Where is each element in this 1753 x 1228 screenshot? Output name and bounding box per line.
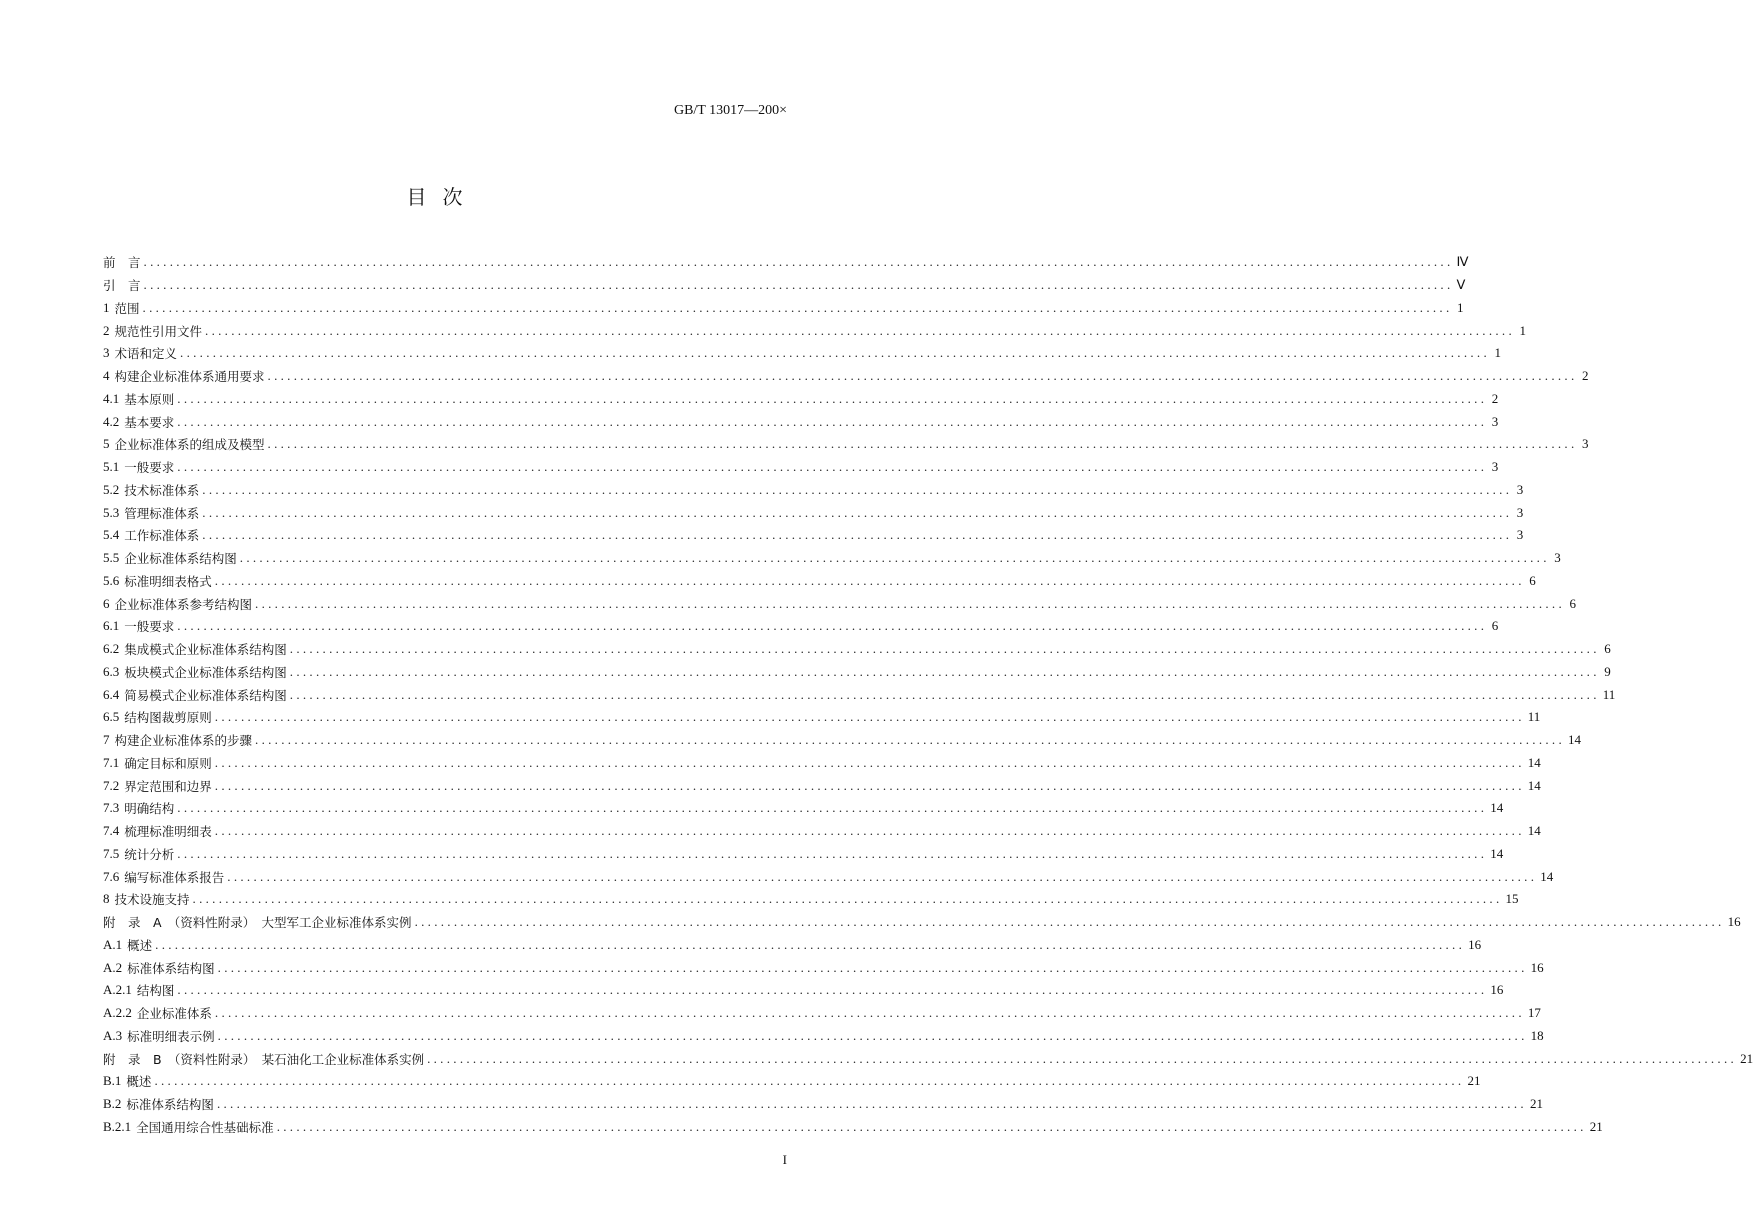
toc-entry-title: 管理标准体系 [124, 505, 200, 521]
toc-entry[interactable] [103, 638, 1611, 661]
toc-entry[interactable] [103, 251, 1469, 274]
toc-entry-title: 确定目标和原则 [124, 755, 212, 771]
toc-entry-title: 统计分析 [124, 846, 175, 862]
toc-leader-dots: ........................................................................................................................................................................................................ [276, 1118, 1587, 1134]
toc-entry-title: 企业标准体系的组成及模型 [114, 437, 265, 453]
toc-entry-title: 术语和定义 [114, 346, 178, 362]
toc-entry-number: 8 [103, 891, 110, 907]
toc-entry[interactable] [103, 274, 1466, 297]
toc-leader-dots: ........................................................................................................................................................................................................ [143, 254, 1454, 270]
toc-entry[interactable] [103, 388, 1499, 411]
toc-entry-number: 7.6 [103, 868, 120, 884]
toc-entry-number: A.2.1 [103, 982, 132, 998]
toc-entry[interactable] [103, 570, 1536, 593]
toc-entry[interactable] [103, 456, 1499, 479]
toc-leader-dots: ........................................................................................................................................................................................................ [255, 595, 1566, 611]
toc-leader-dots: ........................................................................................................................................................................................................ [180, 345, 1491, 361]
toc-leader-dots: ........................................................................................................................................................................................................ [177, 800, 1488, 816]
toc-entry-number: B.2.1 [103, 1118, 132, 1134]
toc-entry-number: 6.4 [103, 686, 120, 702]
toc-leader-dots: ........................................................................................................................................................................................................ [205, 322, 1516, 338]
toc-leader-dots: ........................................................................................................................................................................................................ [202, 481, 1513, 497]
toc-leader-dots: ........................................................................................................................................................................................................ [202, 504, 1513, 520]
toc-leader-dots: ........................................................................................................................................................................................................ [155, 936, 1466, 952]
toc-entry-page: 1 [1457, 299, 1464, 315]
toc-entry[interactable] [103, 1002, 1541, 1025]
toc-entry[interactable] [103, 865, 1554, 888]
toc-entry-number: 4.2 [103, 413, 120, 429]
toc-entry-title: 企业标准体系 [136, 1006, 212, 1022]
toc-entry[interactable] [103, 706, 1541, 729]
toc-entry-number: 5.1 [103, 459, 120, 475]
toc-entry[interactable] [103, 410, 1499, 433]
toc-entry-number: 5.5 [103, 550, 120, 566]
toc-entry[interactable] [103, 1070, 1481, 1093]
toc-entry[interactable] [103, 1025, 1544, 1048]
toc-entry-page: 6 [1604, 641, 1611, 657]
toc-entry[interactable] [103, 820, 1541, 843]
toc-entry-title: 明确结构 [124, 801, 175, 817]
toc-entry-page: 16 [1530, 959, 1544, 975]
toc-leader-dots: ........................................................................................................................................................................................................ [177, 390, 1488, 406]
toc-entry-page: Ⅴ [1456, 277, 1466, 293]
toc-entry-title: 集成模式企业标准体系结构图 [124, 642, 287, 658]
toc-entry-page: 11 [1527, 709, 1541, 725]
toc-entry-number: 2 [103, 322, 110, 338]
toc-entry-number: 7.5 [103, 845, 120, 861]
toc-entry-number: 7.3 [103, 800, 120, 816]
toc-leader-dots: ........................................................................................................................................................................................................ [217, 1027, 1528, 1043]
toc-entry-title: 结构图 [136, 983, 175, 999]
toc-entry-number: 1 [103, 299, 110, 315]
toc-entry[interactable] [103, 524, 1524, 547]
toc-entry-title: 引 言 [103, 278, 141, 294]
toc-leader-dots: ........................................................................................................................................................................................................ [177, 459, 1488, 475]
toc-entry-title: 技术设施支持 [114, 892, 190, 908]
page-title: 目次 [406, 185, 479, 209]
toc-entry-number: B.1 [103, 1073, 122, 1089]
toc-entry-page: 14 [1568, 732, 1582, 748]
toc-entry-title: 构建企业标准体系的步骤 [114, 733, 253, 749]
toc-entry-title: 界定范围和边界 [124, 778, 212, 794]
toc-entry-number: 5.3 [103, 504, 120, 520]
toc-entry-title: 技术标准体系 [124, 482, 200, 498]
toc-entry-number: 7.4 [103, 823, 120, 839]
toc-entry-page: 3 [1491, 413, 1499, 429]
toc-entry-page: 11 [1602, 686, 1616, 702]
toc-entry-page: 16 [1468, 936, 1482, 952]
toc-leader-dots: ........................................................................................................................................................................................................ [289, 686, 1600, 702]
toc-leader-dots: ........................................................................................................................................................................................................ [217, 959, 1528, 975]
toc-entry-page: 14 [1490, 800, 1504, 816]
toc-entry-page: 3 [1491, 459, 1499, 475]
toc-entry-page: 18 [1530, 1027, 1544, 1043]
toc-entry-title: 规范性引用文件 [114, 323, 203, 339]
toc-entry-page: 2 [1582, 368, 1589, 384]
toc-leader-dots: ........................................................................................................................................................................................................ [427, 1050, 1738, 1066]
toc-entry-title: 工作标准体系 [124, 528, 200, 544]
toc-leader-dots: ........................................................................................................................................................................................................ [216, 1096, 1527, 1112]
toc-leader-dots: ........................................................................................................................................................................................................ [177, 413, 1488, 429]
toc-entry-title: 一般要求 [124, 619, 175, 635]
toc-leader-dots: ........................................................................................................................................................................................................ [289, 663, 1600, 679]
toc-leader-dots: ........................................................................................................................................................................................................ [214, 823, 1525, 839]
toc-entry-page: 21 [1529, 1096, 1543, 1112]
toc-entry-page: 6 [1491, 618, 1499, 634]
toc-leader-dots: ........................................................................................................................................................................................................ [214, 709, 1525, 725]
toc-entry[interactable] [103, 729, 1582, 752]
page-number: I [782, 1152, 787, 1167]
toc-entry-title: 概述 [126, 1074, 152, 1090]
toc-entry-number: A.1 [103, 936, 123, 952]
toc-entry-page: 1 [1494, 345, 1502, 361]
toc-entry-page: 21 [1589, 1118, 1603, 1134]
toc-entry-page: 3 [1516, 481, 1524, 497]
toc-leader-dots: ........................................................................................................................................................................................................ [177, 982, 1488, 998]
toc-entry[interactable] [103, 479, 1524, 502]
toc-entry-number: 7.2 [103, 777, 120, 793]
toc-entry[interactable] [103, 1047, 1753, 1070]
toc-leader-dots: ........................................................................................................................................................................................................ [214, 1005, 1525, 1021]
toc-entry-title: 梳理标准明细表 [124, 824, 212, 840]
toc-entry-title: 板块模式企业标准体系结构图 [124, 664, 287, 680]
toc-leader-dots: ........................................................................................................................................................................................................ [154, 1073, 1465, 1089]
toc-entry-number: 5.6 [103, 572, 120, 588]
toc-entry-title: 附 录 B （资料性附录） 某石油化工企业标准体系实例 [103, 1051, 425, 1067]
toc-entry-number: 5 [103, 436, 110, 452]
toc-entry[interactable] [103, 501, 1524, 524]
toc-entry-title: 一般要求 [124, 460, 175, 476]
toc-entry[interactable] [103, 1093, 1543, 1116]
toc-entry[interactable] [103, 365, 1589, 388]
toc-leader-dots: ........................................................................................................................................................................................................ [202, 527, 1513, 543]
toc-leader-dots: ........................................................................................................................................................................................................ [142, 299, 1453, 315]
toc-entry[interactable] [103, 592, 1577, 615]
toc-entry-number: 4.1 [103, 390, 120, 406]
toc-entry-title: 简易模式企业标准体系结构图 [124, 687, 287, 703]
table-of-contents [103, 251, 1753, 1138]
toc-leader-dots: ........................................................................................................................................................................................................ [177, 618, 1488, 634]
toc-entry-number: A.2 [103, 959, 123, 975]
toc-entry-page: 3 [1516, 527, 1524, 543]
toc-entry-title: 基本要求 [124, 414, 175, 430]
toc-entry-page: 14 [1490, 845, 1504, 861]
toc-entry[interactable] [103, 1116, 1603, 1139]
toc-entry-page: 14 [1527, 777, 1541, 793]
toc-entry-title: 范围 [114, 300, 140, 316]
toc-entry-number: 6 [103, 595, 110, 611]
toc-entry-page: 14 [1540, 868, 1554, 884]
toc-entry-page: 14 [1527, 823, 1541, 839]
toc-entry[interactable] [103, 433, 1589, 456]
toc-entry[interactable] [103, 797, 1504, 820]
toc-entry-page: 6 [1529, 572, 1536, 588]
toc-entry-title: 结构图裁剪原则 [124, 710, 212, 726]
toc-entry-page: 14 [1527, 754, 1541, 770]
toc-entry[interactable] [103, 979, 1504, 1002]
toc-entry-number: 6.1 [103, 618, 120, 634]
toc-leader-dots: ........................................................................................................................................................................................................ [414, 914, 1725, 930]
toc-entry-number: 3 [103, 345, 110, 361]
toc-entry-title: 标准明细表格式 [124, 573, 212, 589]
toc-entry-title: 概述 [127, 937, 153, 953]
standard-code: GB/T 13017—200× [673, 103, 787, 118]
toc-leader-dots: ........................................................................................................................................................................................................ [267, 368, 1578, 384]
toc-entry-page: 6 [1569, 595, 1577, 611]
toc-entry-title: 基本原则 [124, 391, 175, 407]
toc-entry-page: 1 [1519, 322, 1527, 338]
toc-leader-dots: ........................................................................................................................................................................................................ [289, 641, 1600, 657]
toc-entry[interactable] [103, 319, 1527, 342]
toc-entry-number: 7 [103, 732, 110, 748]
toc-entry[interactable] [103, 615, 1499, 638]
toc-leader-dots: ........................................................................................................................................................................................................ [214, 572, 1525, 588]
toc-entry[interactable] [103, 547, 1561, 570]
toc-entry[interactable] [103, 956, 1544, 979]
toc-entry-title: 编写标准体系报告 [124, 869, 225, 885]
toc-entry-title: 附 录 A （资料性附录） 大型军工企业标准体系实例 [103, 915, 412, 931]
toc-entry-title: 标准明细表示例 [127, 1028, 215, 1044]
toc-leader-dots: ........................................................................................................................................................................................................ [214, 777, 1525, 793]
toc-entry[interactable] [103, 934, 1482, 957]
toc-entry-page: 17 [1527, 1005, 1541, 1021]
toc-entry-title: 企业标准体系结构图 [124, 551, 237, 567]
toc-leader-dots: ........................................................................................................................................................................................................ [239, 550, 1550, 566]
toc-leader-dots: ........................................................................................................................................................................................................ [192, 891, 1503, 907]
toc-entry[interactable] [103, 297, 1464, 320]
toc-entry-number: 6.3 [103, 663, 120, 679]
toc-entry-number: A.3 [103, 1027, 123, 1043]
toc-entry-number: 6.2 [103, 641, 120, 657]
toc-entry[interactable] [103, 774, 1541, 797]
toc-entry[interactable] [103, 683, 1616, 706]
toc-entry-title: 全国通用综合性基础标准 [136, 1119, 274, 1135]
toc-entry-page: Ⅳ [1456, 254, 1469, 270]
toc-entry-page: 16 [1490, 982, 1504, 998]
toc-entry-title: 构建企业标准体系通用要求 [114, 369, 265, 385]
toc-entry[interactable] [103, 843, 1504, 866]
toc-leader-dots: ........................................................................................................................................................................................................ [177, 845, 1488, 861]
toc-entry-page: 16 [1727, 914, 1741, 930]
toc-entry-page: 3 [1582, 436, 1589, 452]
toc-entry-page: 2 [1491, 390, 1499, 406]
toc-leader-dots: ........................................................................................................................................................................................................ [267, 436, 1578, 452]
toc-entry-number: A.2.2 [103, 1005, 132, 1021]
toc-entry[interactable] [103, 342, 1502, 365]
toc-entry-number: 4 [103, 368, 110, 384]
toc-entry-number: B.2 [103, 1096, 122, 1112]
toc-entry-number: 5.2 [103, 481, 120, 497]
toc-entry-title: 企业标准体系参考结构图 [114, 596, 253, 612]
toc-entry-page: 21 [1740, 1050, 1753, 1066]
toc-entry[interactable] [103, 911, 1741, 934]
toc-entry-page: 3 [1554, 550, 1561, 566]
toc-entry-title: 标准体系结构图 [127, 960, 215, 976]
toc-entry[interactable] [103, 752, 1541, 775]
toc-entry-page: 9 [1604, 663, 1611, 679]
toc-entry-number: 6.5 [103, 709, 120, 725]
toc-entry-number: 5.4 [103, 527, 120, 543]
toc-entry[interactable] [103, 661, 1611, 684]
toc-entry-number: 7.1 [103, 754, 120, 770]
toc-entry-page: 3 [1516, 504, 1524, 520]
toc-entry-title: 前 言 [103, 255, 141, 271]
toc-leader-dots: ........................................................................................................................................................................................................ [255, 732, 1566, 748]
toc-entry-page: 15 [1505, 891, 1519, 907]
toc-entry-page: 21 [1467, 1073, 1481, 1089]
toc-leader-dots: ........................................................................................................................................................................................................ [214, 754, 1525, 770]
toc-leader-dots: ........................................................................................................................................................................................................ [227, 868, 1538, 884]
toc-entry-title: 标准体系结构图 [126, 1097, 214, 1113]
toc-entry[interactable] [103, 888, 1519, 911]
toc-leader-dots: ........................................................................................................................................................................................................ [143, 277, 1454, 293]
